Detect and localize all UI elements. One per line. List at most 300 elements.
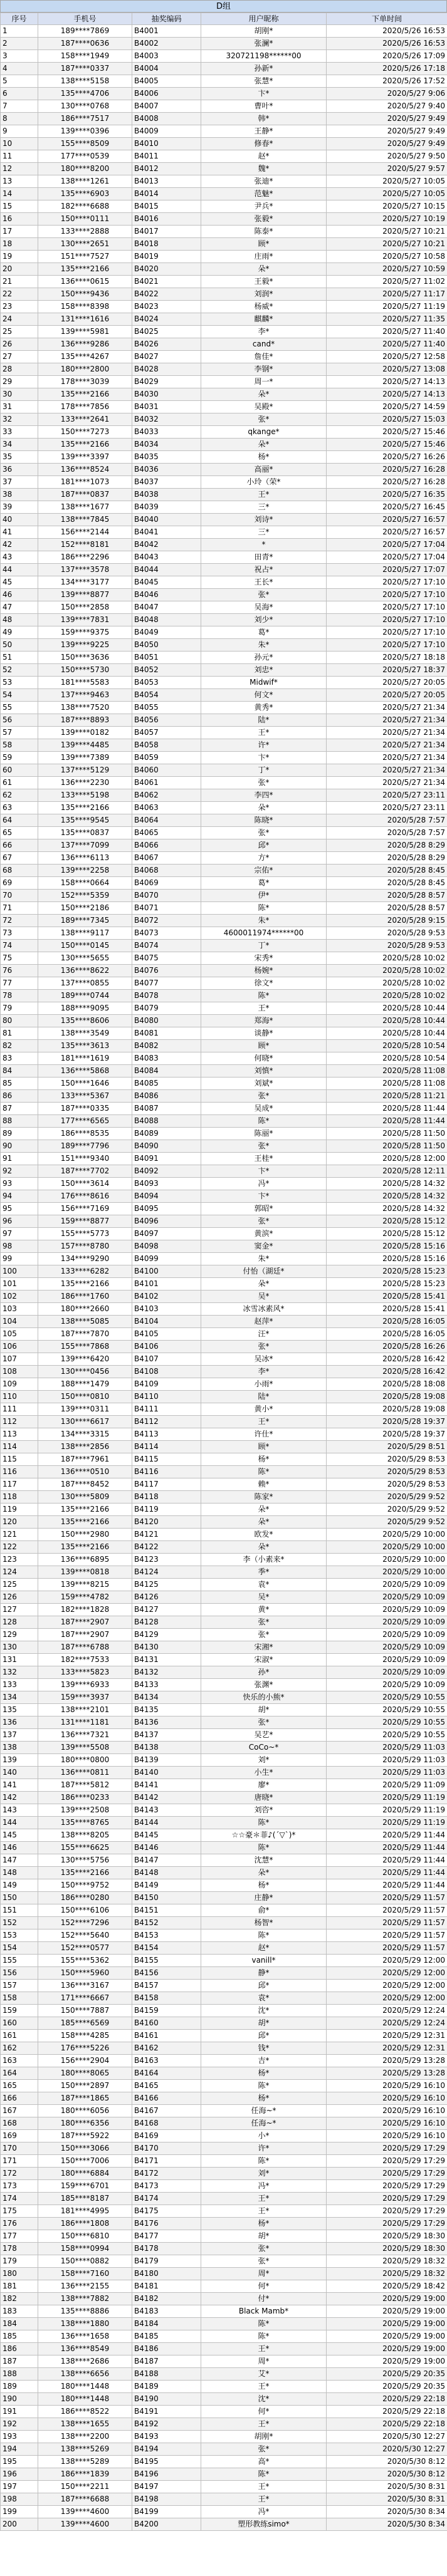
cell-time[interactable]: 2020/5/29 16:10 [327,2080,447,2092]
cell-nickname[interactable]: 詹佳* [201,351,327,363]
cell-code[interactable]: B4131 [132,1654,201,1666]
cell-phone[interactable]: 186****8522 [38,2406,132,2418]
cell-code[interactable]: B4120 [132,1516,201,1529]
cell-time[interactable]: 2020/5/29 18:42 [327,2280,447,2293]
cell-phone[interactable]: 137****5129 [38,764,132,777]
cell-seq[interactable]: 30 [1,388,38,401]
cell-code[interactable]: B4163 [132,2055,201,2067]
cell-time[interactable]: 2020/5/29 16:10 [327,2117,447,2130]
cell-seq[interactable]: 43 [1,551,38,564]
cell-phone[interactable]: 138****1655 [38,2418,132,2431]
cell-time[interactable]: 2020/5/29 10:09 [327,1679,447,1691]
cell-nickname[interactable]: 宋湘* [201,1641,327,1654]
cell-seq[interactable]: 152 [1,1917,38,1929]
cell-nickname[interactable]: 赵萍* [201,1316,327,1328]
cell-seq[interactable]: 88 [1,1115,38,1128]
cell-code[interactable]: B4196 [132,2468,201,2481]
cell-seq[interactable]: 198 [1,2493,38,2506]
cell-time[interactable]: 2020/5/29 19:00 [327,2330,447,2343]
cell-seq[interactable]: 44 [1,564,38,576]
cell-seq[interactable]: 171 [1,2155,38,2168]
cell-code[interactable]: B4098 [132,1240,201,1253]
cell-seq[interactable]: 135 [1,1704,38,1716]
cell-code[interactable]: B4161 [132,2030,201,2042]
cell-phone[interactable]: 134****3315 [38,1428,132,1441]
cell-nickname[interactable]: 袁* [201,1579,327,1591]
cell-time[interactable]: 2020/5/29 9:52 [327,1504,447,1516]
cell-nickname[interactable]: 徐文* [201,977,327,990]
cell-code[interactable]: B4036 [132,464,201,476]
cell-code[interactable]: B4097 [132,1228,201,1240]
cell-time[interactable]: 2020/5/30 8:34 [327,2506,447,2518]
cell-seq[interactable]: 18 [1,238,38,251]
cell-nickname[interactable]: 黄秀* [201,702,327,714]
cell-time[interactable]: 2020/5/28 8:29 [327,852,447,865]
cell-phone[interactable]: 157****8780 [38,1240,132,1253]
cell-seq[interactable]: 107 [1,1353,38,1366]
cell-nickname[interactable]: 陈* [201,1115,327,1128]
cell-seq[interactable]: 191 [1,2406,38,2418]
cell-nickname[interactable]: 张* [201,827,327,839]
cell-time[interactable]: 2020/5/29 9:52 [327,1516,447,1529]
cell-nickname[interactable]: 窦金* [201,1240,327,1253]
cell-seq[interactable]: 24 [1,313,38,326]
cell-phone[interactable]: 151****9340 [38,1153,132,1165]
cell-code[interactable]: B4007 [132,100,201,113]
cell-seq[interactable]: 161 [1,2030,38,2042]
cell-nickname[interactable]: 陆* [201,714,327,727]
cell-nickname[interactable]: 张* [201,777,327,789]
cell-phone[interactable]: 136****2230 [38,777,132,789]
cell-code[interactable]: B4084 [132,1065,201,1078]
cell-phone[interactable]: 159****9375 [38,626,132,639]
cell-phone[interactable]: 152****7296 [38,1917,132,1929]
cell-time[interactable]: 2020/5/27 16:26 [327,451,447,464]
cell-seq[interactable]: 64 [1,814,38,827]
cell-nickname[interactable]: 张毅* [201,213,327,226]
cell-nickname[interactable]: 胡* [201,1704,327,1716]
cell-seq[interactable]: 125 [1,1579,38,1591]
cell-seq[interactable]: 196 [1,2468,38,2481]
cell-seq[interactable]: 55 [1,702,38,714]
cell-nickname[interactable]: 尹兵* [201,200,327,213]
cell-time[interactable]: 2020/5/29 10:55 [327,1704,447,1716]
cell-nickname[interactable]: 周一* [201,376,327,388]
cell-phone[interactable]: 150****3636 [38,652,132,664]
cell-nickname[interactable]: 任海~* [201,2117,327,2130]
cell-nickname[interactable]: 小雨* [201,1378,327,1391]
cell-time[interactable]: 2020/5/29 11:44 [327,1829,447,1842]
cell-seq[interactable]: 49 [1,626,38,639]
cell-time[interactable]: 2020/5/29 17:29 [327,2155,447,2168]
cell-nickname[interactable]: 宋秀* [201,952,327,965]
cell-code[interactable]: B4180 [132,2268,201,2280]
cell-code[interactable]: B4072 [132,915,201,927]
cell-phone[interactable]: 187****5812 [38,1779,132,1792]
cell-seq[interactable]: 32 [1,413,38,426]
cell-time[interactable]: 2020/5/29 12:31 [327,2030,447,2042]
cell-phone[interactable]: 139****7831 [38,614,132,626]
cell-nickname[interactable]: 快乐的小熊* [201,1691,327,1704]
cell-nickname[interactable]: 张* [201,1629,327,1641]
cell-nickname[interactable]: 王长* [201,576,327,589]
cell-seq[interactable]: 34 [1,439,38,451]
cell-time[interactable]: 2020/5/27 17:04 [327,539,447,551]
cell-phone[interactable]: 139****5508 [38,1742,132,1754]
cell-nickname[interactable]: 顾* [201,238,327,251]
cell-nickname[interactable]: 何* [201,2280,327,2293]
cell-nickname[interactable]: 王* [201,2418,327,2431]
cell-code[interactable]: B4191 [132,2406,201,2418]
cell-phone[interactable]: 150****7273 [38,426,132,439]
cell-time[interactable]: 2020/5/30 8:34 [327,2518,447,2531]
cell-time[interactable]: 2020/5/27 13:08 [327,363,447,376]
cell-code[interactable]: B4056 [132,714,201,727]
cell-code[interactable]: B4109 [132,1378,201,1391]
cell-code[interactable]: B4092 [132,1165,201,1178]
cell-code[interactable]: B4089 [132,1128,201,1140]
cell-phone[interactable]: 159****3937 [38,1691,132,1704]
cell-code[interactable]: B4011 [132,150,201,163]
cell-phone[interactable]: 135****4267 [38,351,132,363]
cell-time[interactable]: 2020/5/28 12:00 [327,1153,447,1165]
cell-time[interactable]: 2020/5/28 11:50 [327,1128,447,1140]
cell-code[interactable]: B4051 [132,652,201,664]
cell-seq[interactable]: 188 [1,2368,38,2381]
cell-seq[interactable]: 115 [1,1453,38,1466]
cell-time[interactable]: 2020/5/28 16:26 [327,1341,447,1353]
cell-nickname[interactable]: 孙* [201,1666,327,1679]
cell-phone[interactable]: 181****1619 [38,1052,132,1065]
cell-phone[interactable]: 130****0456 [38,1366,132,1378]
cell-seq[interactable]: 162 [1,2042,38,2055]
cell-code[interactable]: B4195 [132,2456,201,2468]
cell-code[interactable]: B4039 [132,501,201,514]
cell-code[interactable]: B4071 [132,902,201,915]
cell-seq[interactable]: 179 [1,2255,38,2268]
cell-time[interactable]: 2020/5/28 11:44 [327,1115,447,1128]
cell-nickname[interactable]: 艾* [201,2368,327,2381]
cell-seq[interactable]: 106 [1,1341,38,1353]
cell-code[interactable]: B4136 [132,1716,201,1729]
cell-code[interactable]: B4044 [132,564,201,576]
cell-phone[interactable]: 138****9117 [38,927,132,940]
cell-seq[interactable]: 195 [1,2456,38,2468]
cell-nickname[interactable]: 俞* [201,1904,327,1917]
cell-seq[interactable]: 126 [1,1591,38,1604]
cell-nickname[interactable]: 李钢* [201,363,327,376]
cell-code[interactable]: B4117 [132,1478,201,1491]
cell-phone[interactable]: 187****5922 [38,2130,132,2142]
cell-seq[interactable]: 3 [1,50,38,63]
cell-phone[interactable]: 187****2907 [38,1616,132,1629]
cell-time[interactable]: 2020/5/27 17:07 [327,564,447,576]
cell-code[interactable]: B4090 [132,1140,201,1153]
cell-nickname[interactable]: 袁* [201,1992,327,2005]
cell-seq[interactable]: 150 [1,1892,38,1904]
cell-nickname[interactable]: 黄小* [201,1403,327,1416]
cell-nickname[interactable]: 张* [201,1140,327,1153]
cell-time[interactable]: 2020/5/27 17:10 [327,589,447,601]
cell-time[interactable]: 2020/5/28 19:08 [327,1403,447,1416]
cell-phone[interactable]: 138****2101 [38,1704,132,1716]
cell-nickname[interactable]: 田青* [201,551,327,564]
cell-code[interactable]: B4182 [132,2293,201,2305]
cell-nickname[interactable]: 曹叶* [201,100,327,113]
cell-seq[interactable]: 192 [1,2418,38,2431]
cell-code[interactable]: B4173 [132,2180,201,2193]
cell-phone[interactable]: 138****3549 [38,1027,132,1040]
cell-nickname[interactable]: 吴殿* [201,401,327,413]
cell-seq[interactable]: 151 [1,1904,38,1917]
cell-time[interactable]: 2020/5/27 23:11 [327,802,447,814]
cell-seq[interactable]: 128 [1,1616,38,1629]
cell-code[interactable]: B4101 [132,1278,201,1291]
cell-time[interactable]: 2020/5/27 21:34 [327,752,447,764]
cell-phone[interactable]: 136****8622 [38,965,132,977]
cell-seq[interactable]: 97 [1,1228,38,1240]
cell-seq[interactable]: 76 [1,965,38,977]
cell-seq[interactable]: 141 [1,1779,38,1792]
cell-seq[interactable]: 120 [1,1516,38,1529]
cell-nickname[interactable]: 张* [201,1716,327,1729]
cell-code[interactable]: B4022 [132,288,201,301]
cell-time[interactable]: 2020/5/29 17:29 [327,2205,447,2218]
cell-time[interactable]: 2020/5/28 10:44 [327,1002,447,1015]
cell-phone[interactable]: 180****8065 [38,2067,132,2080]
cell-code[interactable]: B4026 [132,338,201,351]
cell-seq[interactable]: 101 [1,1278,38,1291]
cell-code[interactable]: B4181 [132,2280,201,2293]
cell-nickname[interactable]: 伊* [201,890,327,902]
cell-time[interactable]: 2020/5/28 15:16 [327,1240,447,1253]
cell-seq[interactable]: 174 [1,2193,38,2205]
cell-phone[interactable]: 139****7389 [38,752,132,764]
cell-phone[interactable]: 187****7961 [38,1453,132,1466]
cell-code[interactable]: B4106 [132,1341,201,1353]
cell-time[interactable]: 2020/5/29 10:00 [327,1529,447,1541]
cell-code[interactable]: B4063 [132,802,201,814]
cell-nickname[interactable]: 孙元* [201,652,327,664]
cell-phone[interactable]: 182****6688 [38,200,132,213]
cell-seq[interactable]: 131 [1,1654,38,1666]
cell-seq[interactable]: 166 [1,2092,38,2105]
cell-phone[interactable]: 135****9545 [38,814,132,827]
cell-code[interactable]: B4062 [132,789,201,802]
cell-seq[interactable]: 121 [1,1529,38,1541]
cell-phone[interactable]: 156****2144 [38,526,132,539]
cell-time[interactable]: 2020/5/27 9:50 [327,150,447,163]
cell-seq[interactable]: 170 [1,2142,38,2155]
cell-nickname[interactable]: 李* [201,1366,327,1378]
cell-seq[interactable]: 75 [1,952,38,965]
cell-phone[interactable]: 187****6688 [38,2493,132,2506]
cell-phone[interactable]: 138****7520 [38,702,132,714]
cell-phone[interactable]: 155****5773 [38,1228,132,1240]
cell-code[interactable]: B4080 [132,1015,201,1027]
cell-seq[interactable]: 40 [1,514,38,526]
cell-seq[interactable]: 81 [1,1027,38,1040]
cell-seq[interactable]: 139 [1,1754,38,1767]
cell-seq[interactable]: 189 [1,2381,38,2393]
cell-nickname[interactable]: 王桂* [201,1153,327,1165]
cell-time[interactable]: 2020/5/29 10:09 [327,1641,447,1654]
cell-seq[interactable]: 61 [1,777,38,789]
cell-time[interactable]: 2020/5/29 8:51 [327,1441,447,1453]
cell-time[interactable]: 2020/5/28 14:32 [327,1178,447,1190]
cell-phone[interactable]: 150****9752 [38,1879,132,1892]
cell-time[interactable]: 2020/5/28 15:12 [327,1228,447,1240]
cell-code[interactable]: B4112 [132,1416,201,1428]
cell-phone[interactable]: 136****3167 [38,1980,132,1992]
cell-code[interactable]: B4083 [132,1052,201,1065]
cell-code[interactable]: B4012 [132,163,201,175]
cell-nickname[interactable]: 修春* [201,138,327,150]
cell-phone[interactable]: 150****0882 [38,2255,132,2268]
cell-seq[interactable]: 111 [1,1403,38,1416]
cell-seq[interactable]: 46 [1,589,38,601]
cell-phone[interactable]: 138****5269 [38,2443,132,2456]
cell-time[interactable]: 2020/5/28 11:21 [327,1090,447,1103]
cell-nickname[interactable]: 王* [201,2381,327,2393]
cell-code[interactable]: B4192 [132,2418,201,2431]
cell-seq[interactable]: 187 [1,2355,38,2368]
cell-code[interactable]: B4087 [132,1103,201,1115]
cell-seq[interactable]: 63 [1,802,38,814]
cell-time[interactable]: 2020/5/29 12:00 [327,1980,447,1992]
cell-time[interactable]: 2020/5/30 8:31 [327,2481,447,2493]
cell-code[interactable]: B4054 [132,689,201,702]
cell-phone[interactable]: 155****5362 [38,1955,132,1967]
cell-nickname[interactable]: 庄静* [201,1892,327,1904]
cell-code[interactable]: B4078 [132,990,201,1002]
cell-time[interactable]: 2020/5/28 15:16 [327,1253,447,1265]
cell-nickname[interactable]: 冯* [201,1178,327,1190]
cell-nickname[interactable]: 陆* [201,1391,327,1403]
cell-seq[interactable]: 142 [1,1792,38,1804]
cell-code[interactable]: B4133 [132,1679,201,1691]
cell-seq[interactable]: 62 [1,789,38,802]
cell-seq[interactable]: 147 [1,1854,38,1867]
cell-nickname[interactable]: 张渊* [201,1679,327,1691]
cell-code[interactable]: B4094 [132,1190,201,1203]
cell-nickname[interactable]: 胡* [201,2017,327,2030]
cell-time[interactable]: 2020/5/29 10:09 [327,1616,447,1629]
cell-code[interactable]: B4069 [132,877,201,890]
cell-code[interactable]: B4076 [132,965,201,977]
cell-nickname[interactable]: 陈* [201,1817,327,1829]
cell-code[interactable]: B4129 [132,1629,201,1641]
cell-nickname[interactable]: 赵* [201,1942,327,1955]
cell-phone[interactable]: 150****7887 [38,2005,132,2017]
cell-code[interactable]: B4001 [132,25,201,38]
col-header-seq[interactable]: 序号 [1,13,38,25]
cell-phone[interactable]: 152****0577 [38,1942,132,1955]
cell-phone[interactable]: 150****9436 [38,288,132,301]
cell-seq[interactable]: 6 [1,88,38,100]
cell-phone[interactable]: 158****4285 [38,2030,132,2042]
cell-seq[interactable]: 173 [1,2180,38,2193]
cell-code[interactable]: B4070 [132,890,201,902]
cell-seq[interactable]: 33 [1,426,38,439]
cell-code[interactable]: B4114 [132,1441,201,1453]
cell-code[interactable]: B4175 [132,2205,201,2218]
cell-phone[interactable]: 180****8200 [38,163,132,175]
col-header-nickname[interactable]: 用户昵称 [201,13,327,25]
cell-seq[interactable]: 108 [1,1366,38,1378]
cell-code[interactable]: B4149 [132,1879,201,1892]
cell-seq[interactable]: 51 [1,652,38,664]
cell-seq[interactable]: 89 [1,1128,38,1140]
cell-nickname[interactable]: 邱* [201,2030,327,2042]
cell-seq[interactable]: 42 [1,539,38,551]
cell-nickname[interactable]: 陈* [201,1466,327,1478]
cell-time[interactable]: 2020/5/27 15:46 [327,439,447,451]
cell-time[interactable]: 2020/5/29 17:29 [327,2193,447,2205]
cell-seq[interactable]: 165 [1,2080,38,2092]
cell-code[interactable]: B4194 [132,2443,201,2456]
cell-time[interactable]: 2020/5/26 16:53 [327,38,447,50]
cell-phone[interactable]: 159****8877 [38,1215,132,1228]
cell-nickname[interactable]: 小生* [201,1767,327,1779]
cell-code[interactable]: B4052 [132,664,201,677]
cell-phone[interactable]: 150****1646 [38,1078,132,1090]
cell-phone[interactable]: 138****5289 [38,2456,132,2468]
cell-code[interactable]: B4010 [132,138,201,150]
cell-nickname[interactable]: 杨威* [201,301,327,313]
cell-nickname[interactable]: 刘咨* [201,1804,327,1817]
cell-phone[interactable]: 139****0182 [38,727,132,739]
cell-phone[interactable]: 150****0111 [38,213,132,226]
cell-time[interactable]: 2020/5/29 10:00 [327,1554,447,1566]
cell-code[interactable]: B4023 [132,301,201,313]
cell-time[interactable]: 2020/5/28 7:57 [327,827,447,839]
cell-code[interactable]: B4143 [132,1804,201,1817]
cell-nickname[interactable]: 麒麟* [201,313,327,326]
cell-code[interactable]: B4037 [132,476,201,489]
cell-nickname[interactable]: 丁* [201,764,327,777]
cell-nickname[interactable]: 朵* [201,1504,327,1516]
cell-time[interactable]: 2020/5/28 15:12 [327,1215,447,1228]
cell-phone[interactable]: 156****7169 [38,1203,132,1215]
cell-time[interactable]: 2020/5/28 11:44 [327,1103,447,1115]
cell-seq[interactable]: 35 [1,451,38,464]
cell-time[interactable]: 2020/5/29 11:57 [327,1929,447,1942]
cell-phone[interactable]: 150****2897 [38,2080,132,2092]
cell-phone[interactable]: 180****6884 [38,2168,132,2180]
cell-seq[interactable]: 80 [1,1015,38,1027]
cell-code[interactable]: B4128 [132,1616,201,1629]
cell-time[interactable]: 2020/5/29 19:00 [327,2293,447,2305]
cell-time[interactable]: 2020/5/29 9:52 [327,1491,447,1504]
cell-time[interactable]: 2020/5/29 18:30 [327,2230,447,2243]
cell-code[interactable]: B4065 [132,827,201,839]
cell-time[interactable]: 2020/5/27 17:10 [327,614,447,626]
cell-phone[interactable]: 139****8877 [38,589,132,601]
cell-seq[interactable]: 23 [1,301,38,313]
cell-seq[interactable]: 200 [1,2518,38,2531]
cell-code[interactable]: B4122 [132,1541,201,1554]
cell-phone[interactable]: 189****7869 [38,25,132,38]
cell-seq[interactable]: 17 [1,226,38,238]
cell-phone[interactable]: 135****2166 [38,439,132,451]
cell-phone[interactable]: 150****5730 [38,664,132,677]
cell-time[interactable]: 2020/5/29 22:18 [327,2406,447,2418]
cell-seq[interactable]: 60 [1,764,38,777]
cell-code[interactable]: B4118 [132,1491,201,1504]
cell-time[interactable]: 2020/5/29 10:09 [327,1666,447,1679]
cell-code[interactable]: B4017 [132,226,201,238]
